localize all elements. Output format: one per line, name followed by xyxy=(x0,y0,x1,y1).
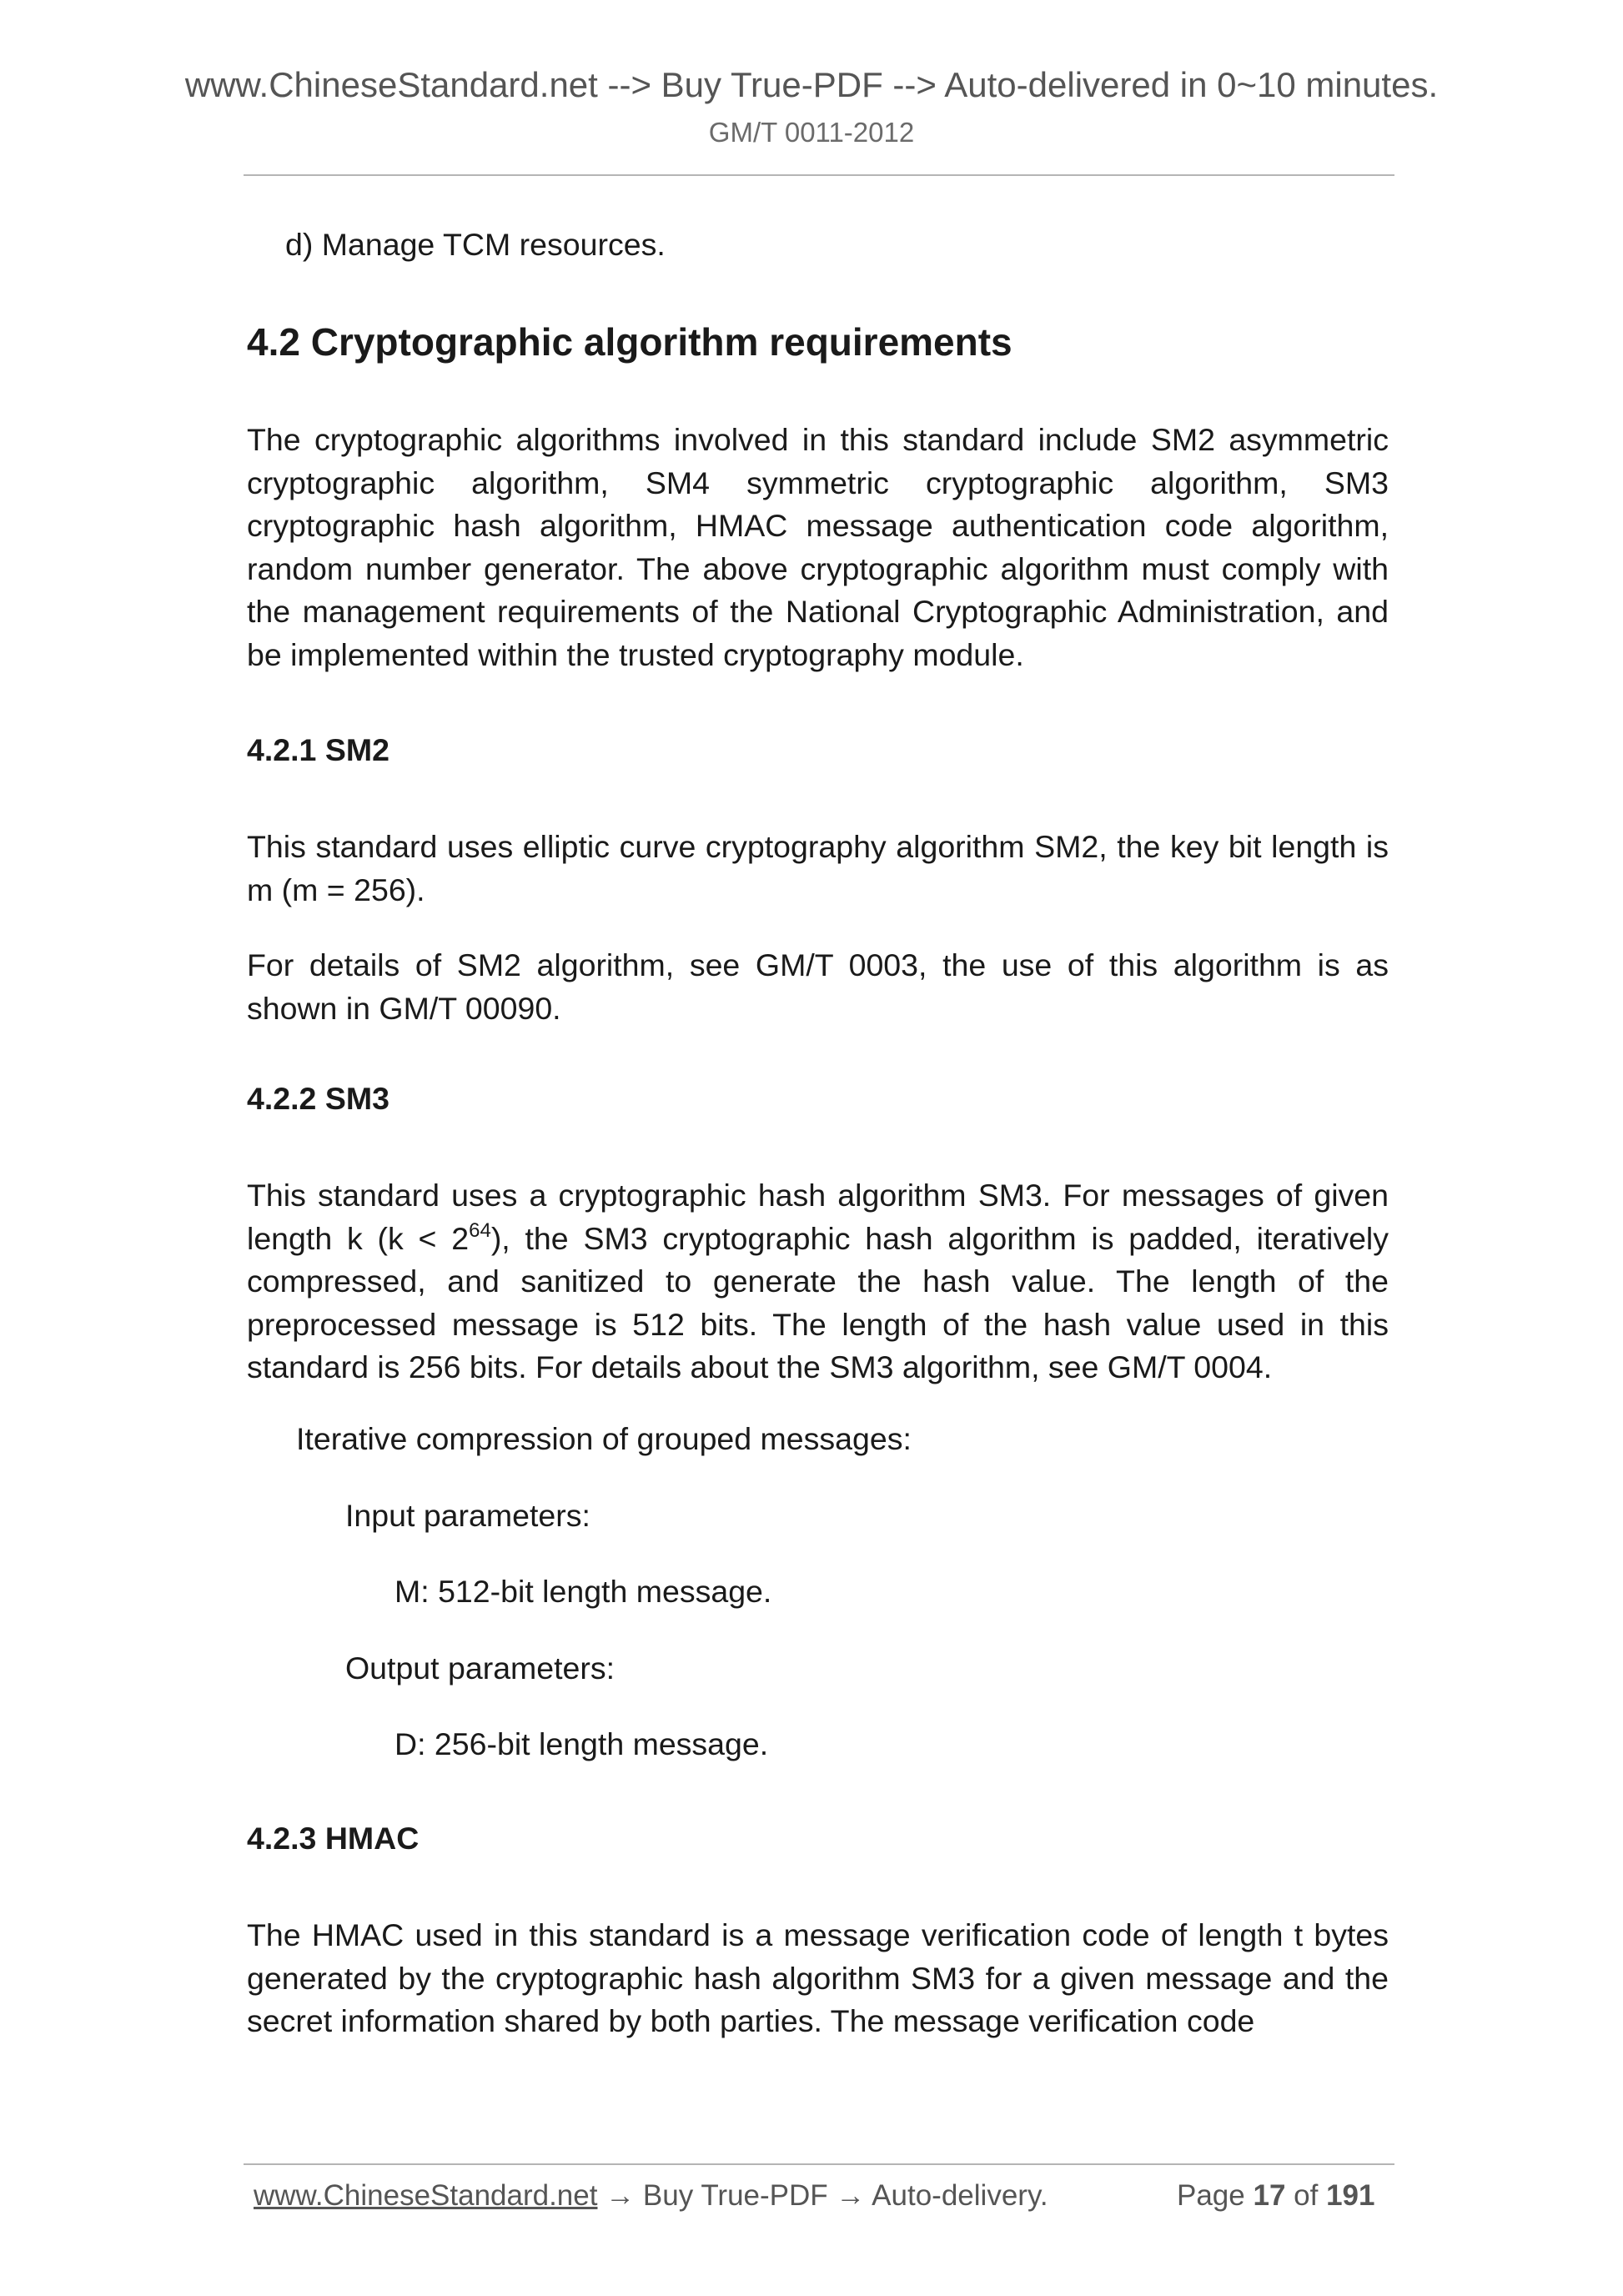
output-d-line: D: 256-bit length message. xyxy=(394,1726,769,1761)
section-heading-4-2-3: 4.2.3 HMAC xyxy=(247,1821,420,1856)
section-heading-4-2: 4.2 Cryptographic algorithm requirements xyxy=(247,320,1012,364)
section-4-2-1-paragraph-1: This standard uses elliptic curve cryptography algorithm SM2, the key bit length is m (m = 256). xyxy=(247,829,1389,907)
exponent: 64 xyxy=(469,1218,491,1242)
list-item-d: d) Manage TCM resources. xyxy=(285,227,666,262)
page-number: 17 xyxy=(1253,2179,1286,2212)
footer-left xyxy=(254,2179,1048,2213)
header-rule xyxy=(244,174,1394,176)
section-4-2-3-paragraph: The HMAC used in this standard is a message verification code of length t bytes generated by the cryptographic hash algorithm SM3 for a given message and the secret information shared by both parties. The message verification code xyxy=(247,1917,1389,2038)
header-banner: www.ChineseStandard.net --> Buy True-PDF --> Auto-delivered in 0~10 minutes. xyxy=(184,65,1439,104)
page-total: 191 xyxy=(1326,2179,1375,2212)
footer-delivery-text: → Auto-delivery. xyxy=(836,2179,1048,2212)
para-text-after-exponent: ), the SM3 cryptographic hash algorithm is padded, iteratively compressed, and sanitized to generate the hash value. The length of the preprocessed message is 512 bits. The length of the hash value used in this standard is 256 bits. For details about the SM3 algorithm, see GM/T 0004. xyxy=(247,1220,1389,1384)
input-m-line: M: 512-bit length message. xyxy=(394,1574,772,1609)
page-of: of xyxy=(1294,2179,1319,2212)
footer-buy-text: → Buy True-PDF xyxy=(605,2179,828,2212)
section-heading-4-2-1: 4.2.1 SM2 xyxy=(247,732,389,767)
page-prefix: Page xyxy=(1177,2179,1245,2212)
section-4-2-1-paragraph-2: For details of SM2 algorithm, see GM/T 0003, the use of this algorithm is as shown in GM/T 00090. xyxy=(247,947,1389,1026)
doc-code: GM/T 0011-2012 xyxy=(708,117,915,148)
para-text-before-exponent: This standard uses a cryptographic hash algorithm SM3. For messages of given length k (k < 2 xyxy=(247,1178,1389,1256)
section-4-2-2-paragraph xyxy=(247,1174,1389,1389)
section-heading-4-2-2: 4.2.2 SM3 xyxy=(247,1081,389,1116)
iterative-compression-line: Iterative compression of grouped messages: xyxy=(296,1421,912,1456)
footer-rule xyxy=(244,2163,1394,2165)
footer-link[interactable]: www.ChineseStandard.net xyxy=(254,2179,598,2212)
page-indicator xyxy=(1177,2179,1375,2213)
input-parameters-label: Input parameters: xyxy=(345,1498,590,1533)
output-parameters-label: Output parameters: xyxy=(345,1650,616,1686)
section-4-2-paragraph: The cryptographic algorithms involved in this standard include SM2 asymmetric cryptographic algorithm, SM4 symmetric cryptographic algorithm, SM3 cryptographic hash algorithm, HMAC message authentication code algorithm, random number generator. The above cryptographic algorithm must comply with the management requirements of the National Cryptographic Administration, and be implemented within the trusted cryptography module. xyxy=(247,422,1389,672)
